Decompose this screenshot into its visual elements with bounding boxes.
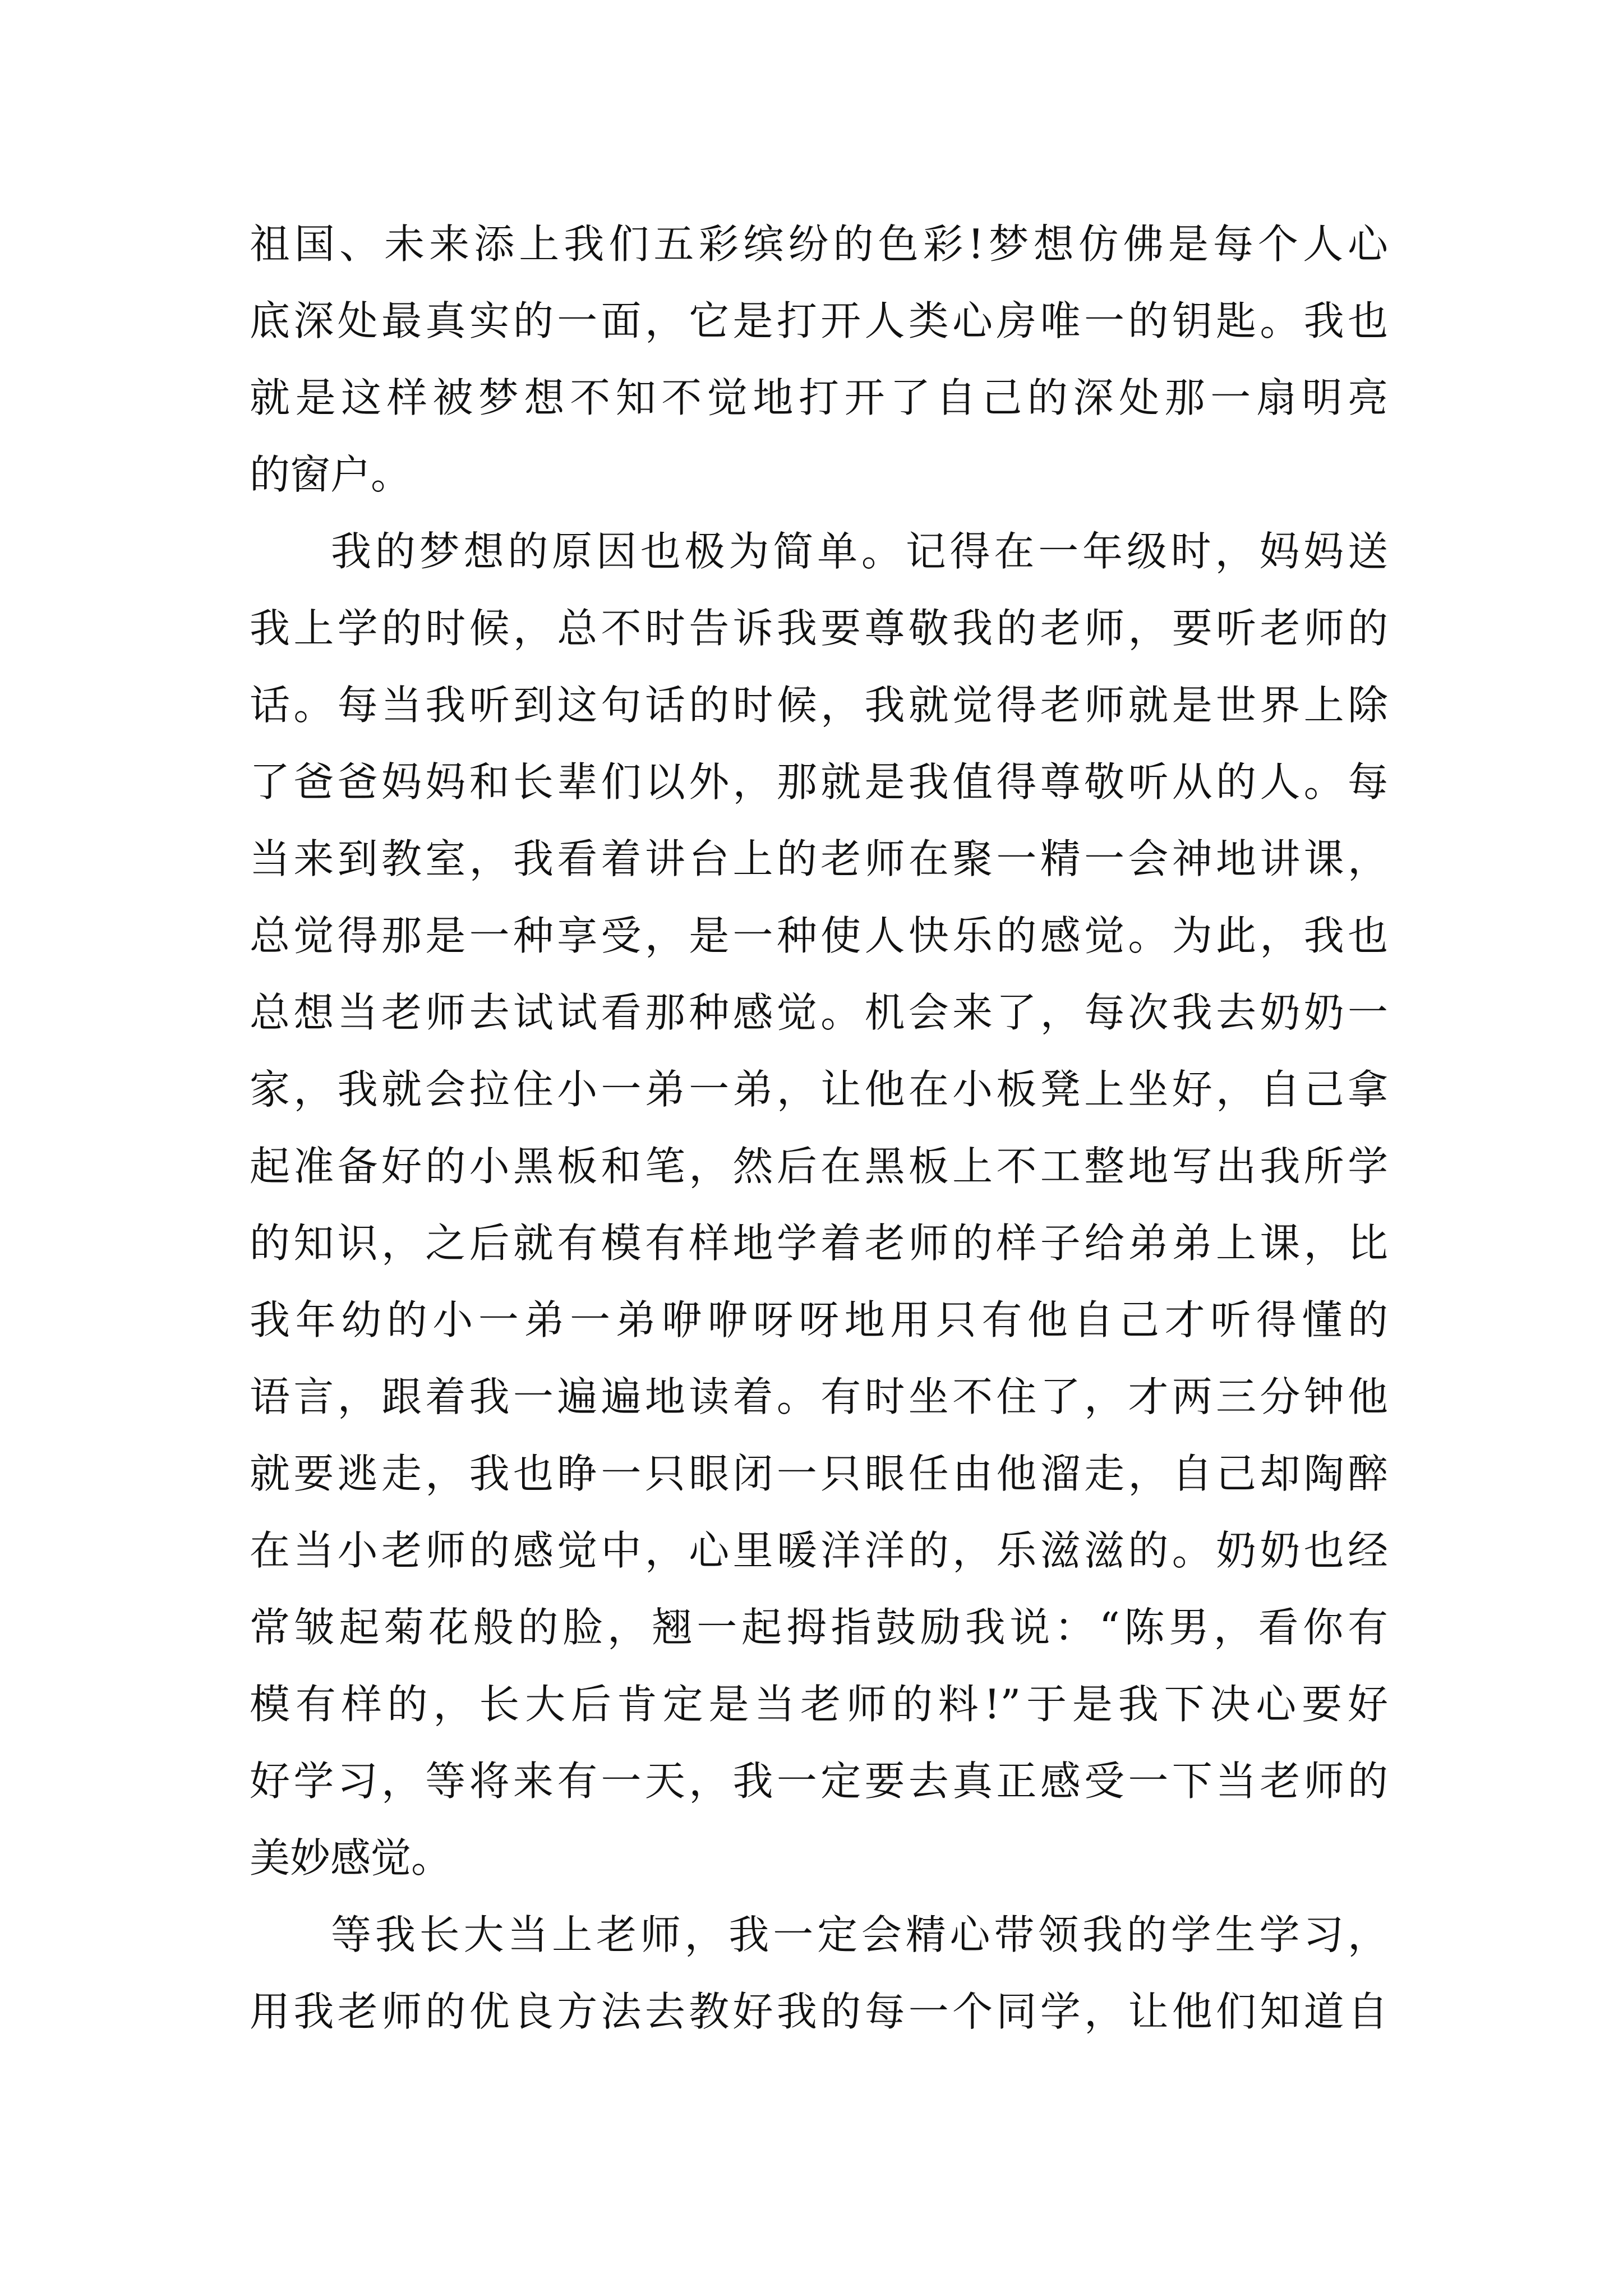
text-line: 起准备好的小黑板和笔，然后在黑板上不工整地写出我所学: [250, 1143, 1388, 1190]
text-line: 当来到教室，我看着讲台上的老师在聚一精一会神地讲课，: [250, 835, 1388, 882]
text-line: 美妙感觉。: [250, 1834, 452, 1881]
text-line: 总觉得那是一种享受，是一种使人快乐的感觉。为此，我也: [250, 912, 1388, 959]
paragraph-first-line: 我的梦想的原因也极为简单。记得在一年级时，妈妈送: [331, 528, 1388, 575]
text-line: 总想当老师去试试看那种感觉。机会来了，每次我去奶奶一: [250, 989, 1388, 1036]
text-line: 就要逃走，我也睁一只眼闭一只眼任由他溜走，自己却陶醉: [250, 1450, 1388, 1497]
text-line: 了爸爸妈妈和长辈们以外，那就是我值得尊敬听从的人。每: [250, 758, 1388, 806]
text-line: 话。每当我听到这句话的时候，我就觉得老师就是世界上除: [250, 682, 1388, 729]
text-line: 祖国、未来添上我们五彩缤纷的色彩!梦想仿佛是每个人心: [250, 220, 1388, 268]
text-line: 好学习，等将来有一天，我一定要去真正感受一下当老师的: [250, 1757, 1388, 1805]
text-line: 在当小老师的感觉中，心里暖洋洋的，乐滋滋的。奶奶也经: [250, 1527, 1388, 1574]
text-line: 我上学的时候，总不时告诉我要尊敬我的老师，要听老师的: [250, 605, 1388, 652]
text-line: 我年幼的小一弟一弟咿咿呀呀地用只有他自己才听得懂的: [250, 1296, 1388, 1343]
text-line: 就是这样被梦想不知不觉地打开了自己的深处那一扇明亮: [250, 374, 1388, 421]
text-line: 底深处最真实的一面，它是打开人类心房唯一的钥匙。我也: [250, 297, 1388, 344]
text-line: 家，我就会拉住小一弟一弟，让他在小板凳上坐好，自己拿: [250, 1066, 1388, 1113]
text-line: 的知识，之后就有模有样地学着老师的样子给弟弟上课，比: [250, 1220, 1388, 1267]
paragraph-first-line: 等我长大当上老师，我一定会精心带领我的学生学习，: [331, 1911, 1388, 1958]
text-line: 模有样的，长大后肯定是当老师的料!”于是我下决心要好: [250, 1681, 1388, 1728]
text-line: 语言，跟着我一遍遍地读着。有时坐不住了，才两三分钟他: [250, 1373, 1388, 1420]
text-line: 的窗户。: [250, 451, 412, 498]
text-line: 常皱起菊花般的脸，翘一起拇指鼓励我说：“陈男，看你有: [250, 1604, 1388, 1651]
text-line: 用我老师的优良方法去教好我的每一个同学，让他们知道自: [250, 1988, 1388, 2035]
